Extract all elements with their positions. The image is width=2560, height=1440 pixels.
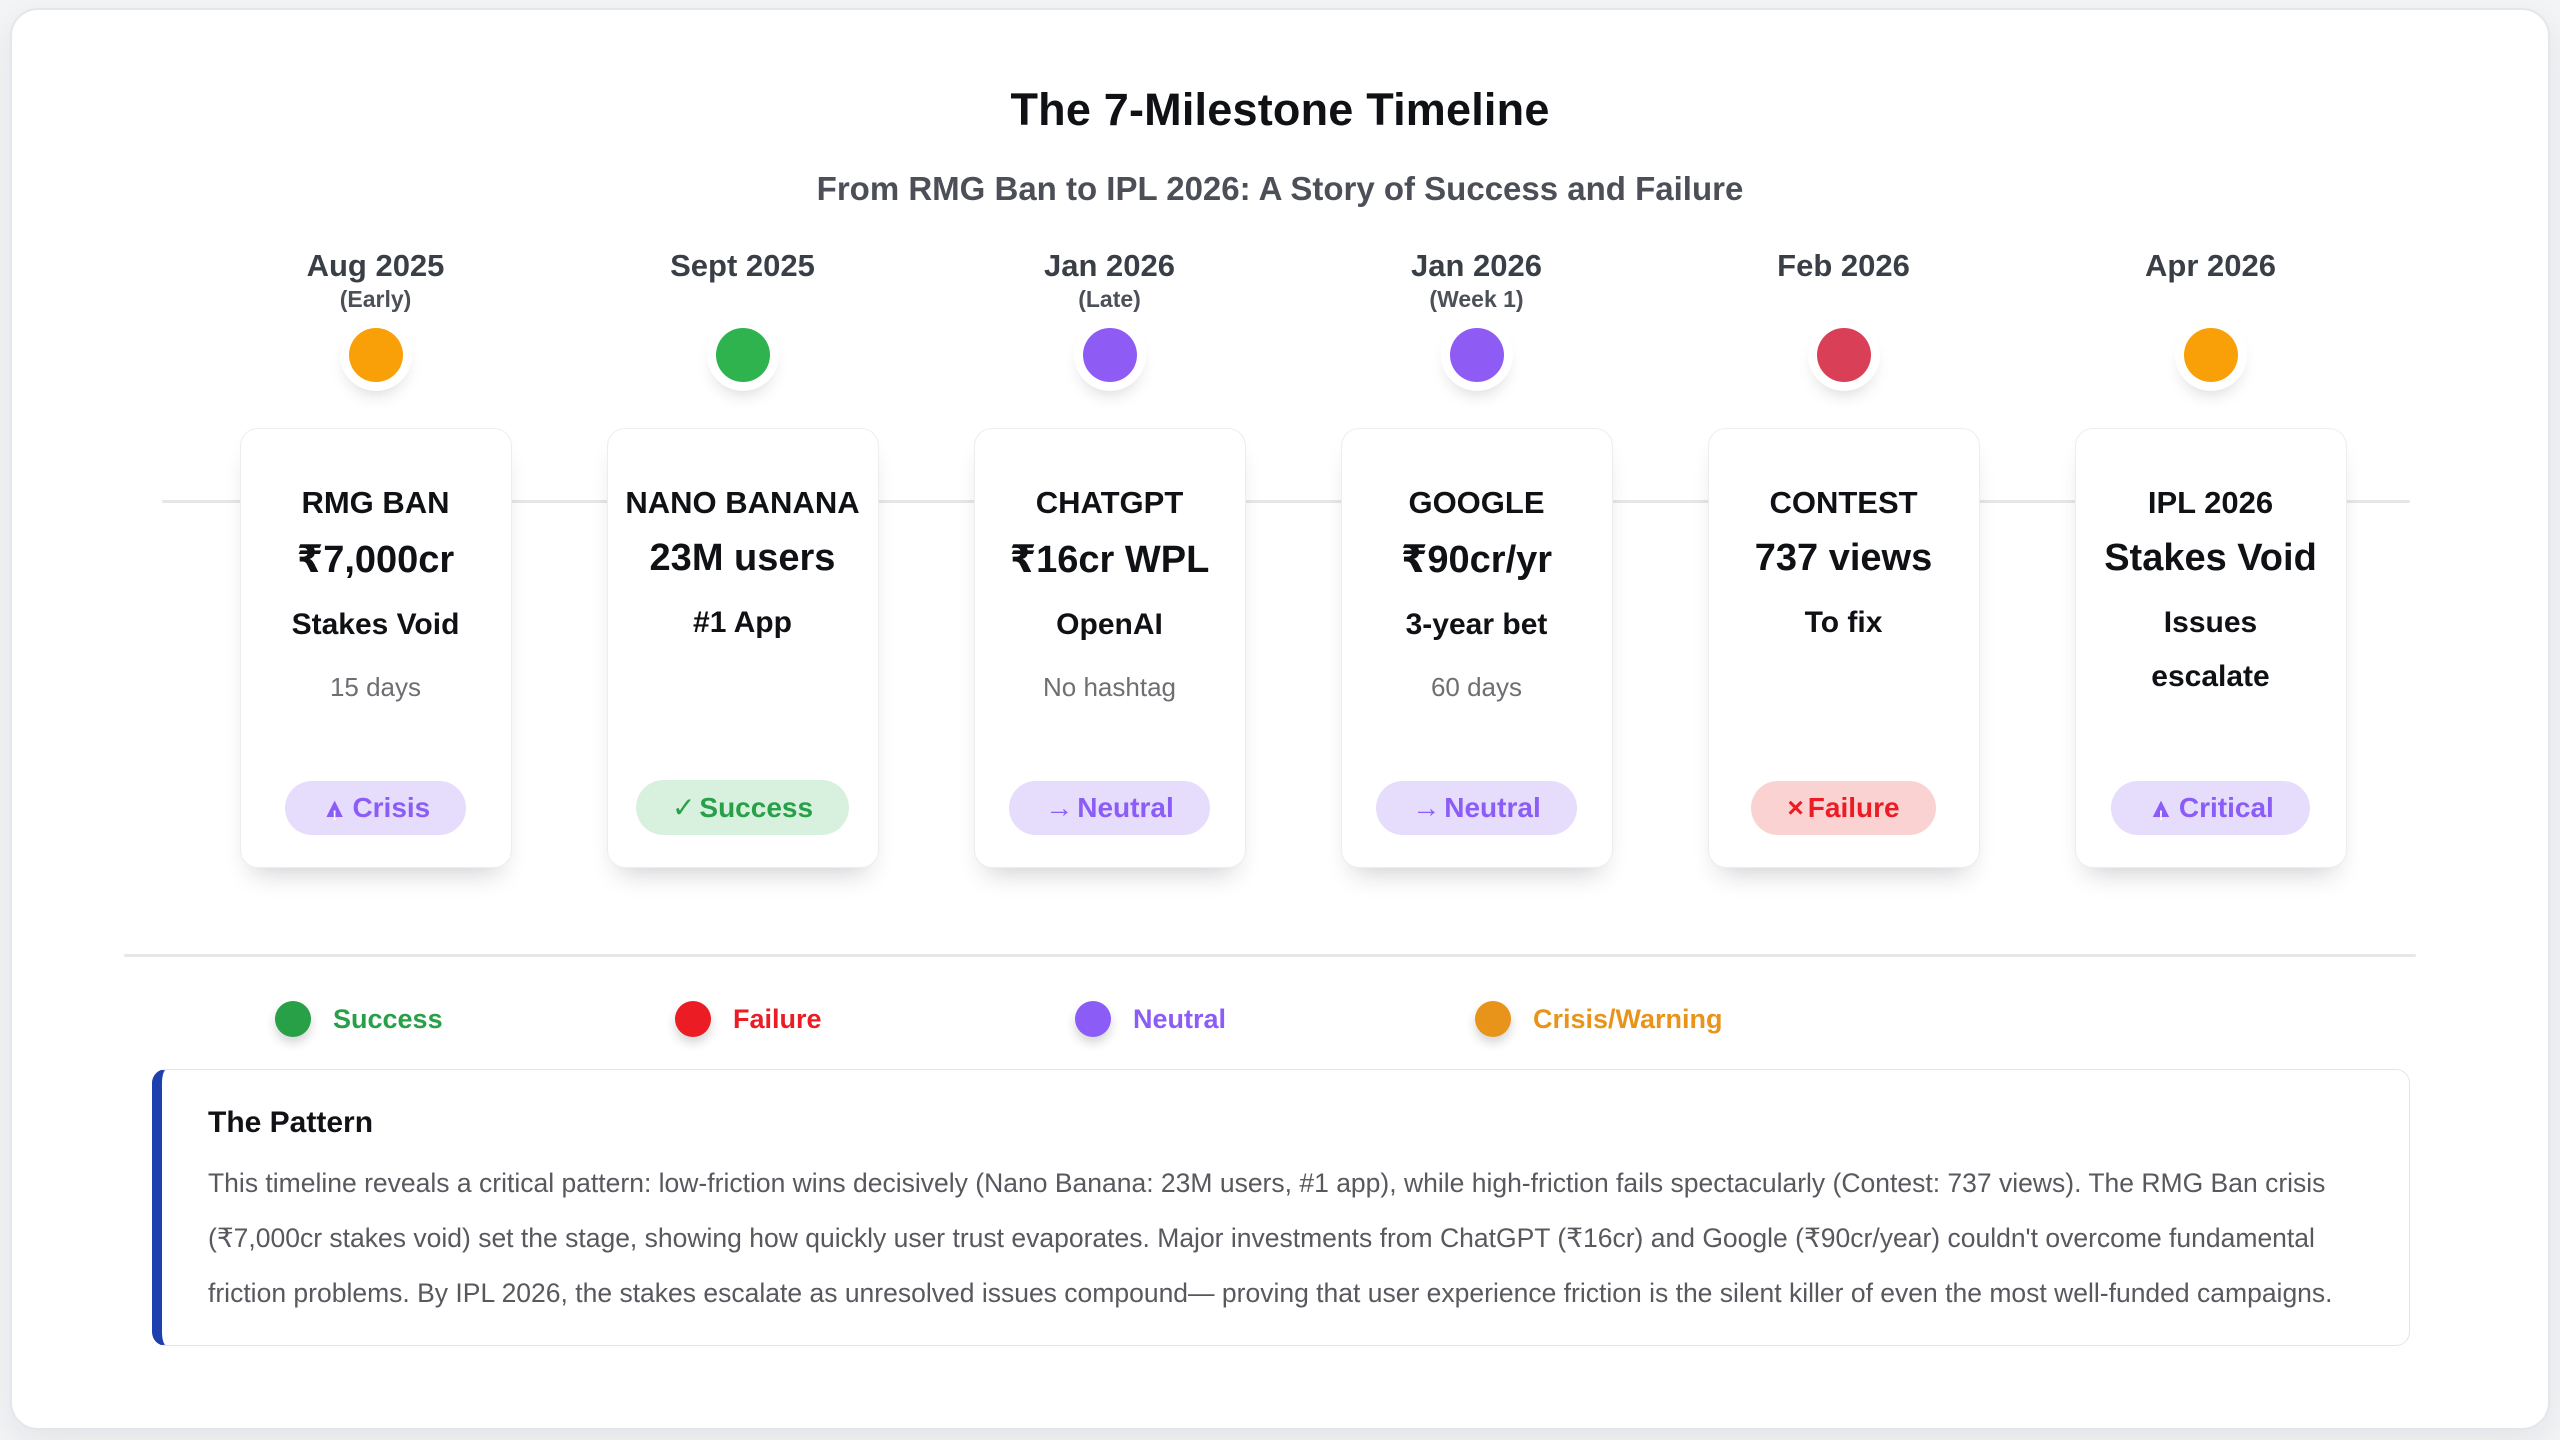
milestone-dot <box>1083 328 1137 382</box>
milestone-title: IPL 2026 <box>2147 485 2274 520</box>
milestone-column-rmg-ban <box>192 248 559 868</box>
status-badge-label: Success <box>699 791 814 823</box>
milestone-card <box>974 428 1246 868</box>
milestone-date-block <box>1777 248 1910 324</box>
status-badge <box>1751 781 1935 835</box>
milestone-value: ₹16cr WPL <box>1009 539 1210 581</box>
milestone-note: 15 days <box>329 672 422 702</box>
legend-dot-neutral <box>1075 1001 1111 1037</box>
milestone-column-contest <box>1660 248 2027 868</box>
milestone-date: Aug 2025 <box>306 248 445 283</box>
status-badge <box>1009 781 1209 835</box>
status-badge-label: Neutral <box>1077 792 1174 823</box>
legend-label: Neutral <box>1133 1003 1227 1034</box>
legend-dot-crisis-warning <box>1475 1001 1511 1037</box>
milestone-date-note: (Early) <box>339 286 412 312</box>
milestone-value: ₹7,000cr <box>296 539 455 581</box>
milestone-date-note: (Late) <box>1078 286 1141 312</box>
milestone-date-block <box>670 248 815 324</box>
milestone-card <box>240 428 512 868</box>
milestone-date-note: (Week 1) <box>1429 286 1524 312</box>
milestone-column-ipl-2026 <box>2027 248 2394 868</box>
arrow-right-icon: → <box>1045 792 1074 823</box>
legend-item-neutral <box>1075 1001 1475 1037</box>
milestone-date-block <box>1044 248 1175 324</box>
status-badge-label: Critical <box>2178 792 2274 823</box>
timeline-panel <box>10 8 2550 1430</box>
milestone-title: CONTEST <box>1769 485 1918 520</box>
milestone-title: GOOGLE <box>1408 485 1545 520</box>
legend-item-failure <box>675 1001 1075 1037</box>
milestone-column-google <box>1293 248 1660 868</box>
milestone-date-block <box>2145 248 2276 324</box>
milestone-note: No hashtag <box>1043 672 1176 702</box>
milestone-date: Apr 2026 <box>2145 248 2276 283</box>
milestone-value: ₹90cr/yr <box>1400 539 1553 581</box>
milestone-column-chatgpt <box>926 248 1293 868</box>
warning-icon: ▲ ! <box>2147 792 2175 824</box>
milestone-date: Jan 2026 <box>1044 248 1175 283</box>
milestone-value: 23M users <box>649 537 836 579</box>
x-icon: × <box>1787 792 1804 823</box>
milestone-date: Feb 2026 <box>1777 248 1910 283</box>
pattern-heading: The Pattern <box>208 1106 374 1139</box>
warning-icon: ▲ ! <box>321 792 349 824</box>
status-badge-label: Neutral <box>1444 792 1541 823</box>
status-badge <box>2111 781 2310 835</box>
legend-divider <box>124 954 2416 957</box>
legend-item-success <box>275 1001 675 1037</box>
timeline <box>192 248 2394 868</box>
check-icon: ✓ <box>671 792 696 823</box>
page-subtitle: From RMG Ban to IPL 2026: A Story of Success and Failure <box>816 170 1744 207</box>
milestone-date-block <box>1411 248 1542 324</box>
milestone-dot <box>716 328 770 382</box>
milestone-note: 60 days <box>1430 672 1523 702</box>
status-badge-label: Failure <box>1807 792 1900 823</box>
status-badge <box>285 781 467 835</box>
legend-label: Success <box>333 1003 443 1034</box>
milestone-column-nano-banana <box>559 248 926 868</box>
milestone-dot <box>349 328 403 382</box>
legend-dot-success <box>275 1001 311 1037</box>
milestone-title: CHATGPT <box>1035 485 1184 520</box>
legend-dot-failure <box>675 1001 711 1037</box>
milestone-dot <box>1817 328 1871 382</box>
page-title: The 7-Milestone Timeline <box>1010 84 1550 135</box>
milestone-dot <box>1450 328 1504 382</box>
status-badge <box>1376 781 1576 835</box>
milestone-detail: Stakes Void <box>291 608 460 641</box>
arrow-right-icon: → <box>1412 792 1441 823</box>
legend-label: Failure <box>733 1003 822 1034</box>
milestone-title: NANO BANANA <box>625 485 860 520</box>
legend-item-crisis-warning <box>1475 1001 1875 1037</box>
milestone-title: RMG BAN <box>301 485 450 520</box>
milestone-date-block <box>307 248 445 324</box>
legend <box>12 1001 2548 1037</box>
status-badge <box>636 780 849 835</box>
pattern-body: This timeline reveals a critical pattern: low-friction wins decisively (Nano Banana: 23M users, #1 app), while high-friction fails spectacularly (Contest: 737 views). The RMG Ban crisis (₹7,000cr stakes void) set the stage, showing how quickly user trust evaporates. Major investments from ChatGPT (₹16cr) and Google (₹90cr/year) couldn't overcome fundamental friction problems. By IPL 2026, the stakes escalate as unresolved issues compound— proving that user experience friction is the silent killer of even the most well-funded campaigns. <box>208 1168 2333 1308</box>
milestone-card <box>1708 428 1980 868</box>
milestone-detail: #1 App <box>693 606 792 639</box>
milestone-detail: OpenAI <box>1056 608 1163 641</box>
milestone-detail: Issues escalate <box>2151 606 2270 693</box>
milestone-dot <box>2184 328 2238 382</box>
milestone-value: Stakes Void <box>2104 537 2317 579</box>
milestone-detail: To fix <box>1804 606 1883 639</box>
status-badge-label: Crisis <box>352 792 431 823</box>
legend-label: Crisis/Warning <box>1533 1003 1723 1034</box>
pattern-panel <box>152 1069 2410 1346</box>
milestone-card <box>607 428 879 868</box>
milestone-date: Jan 2026 <box>1411 248 1542 283</box>
milestone-detail: 3-year bet <box>1405 608 1548 641</box>
milestone-value: 737 views <box>1754 537 1933 579</box>
milestone-date: Sept 2025 <box>670 248 815 283</box>
milestone-card <box>2075 428 2347 868</box>
milestone-card <box>1341 428 1613 868</box>
